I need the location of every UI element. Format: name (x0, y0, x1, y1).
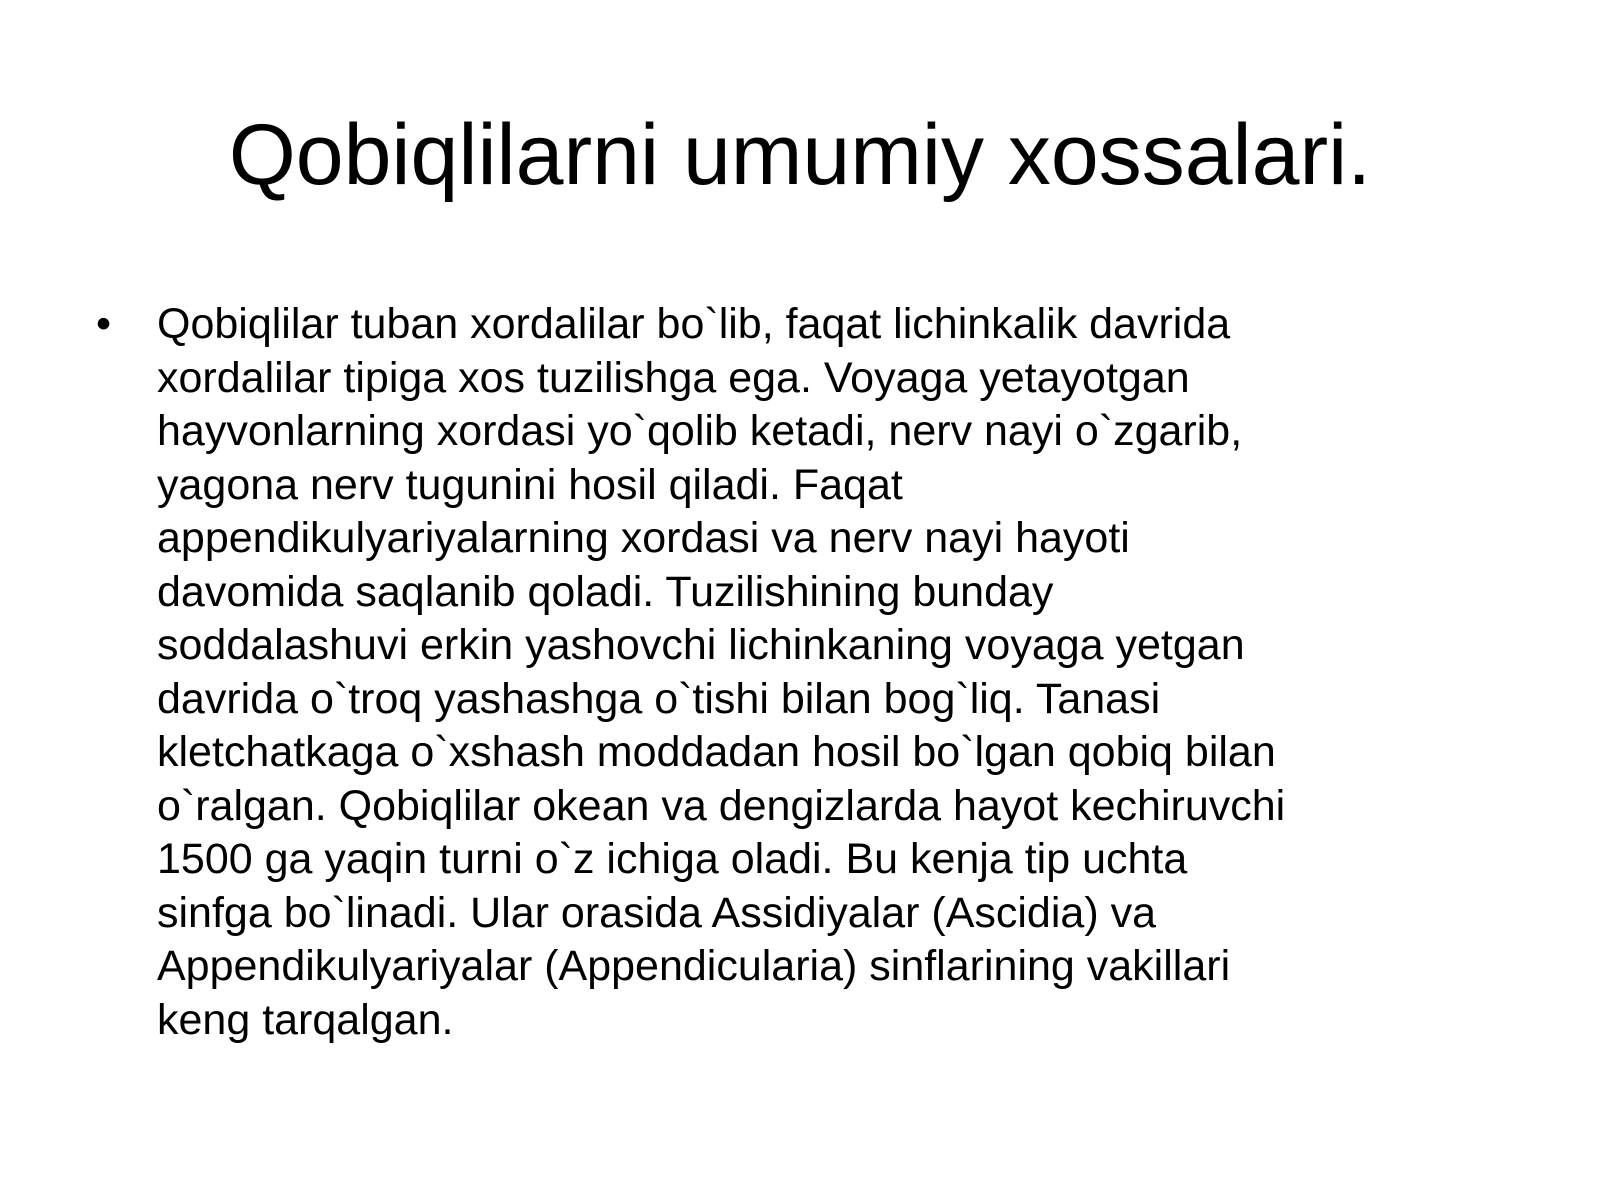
paragraph-line: soddalashuvi erkin yashovchi lichinkaning voyaga yetgan (157, 621, 1245, 669)
paragraph-line: o`ralgan. Qobiqlilar okean va dengizlarda hayot kechiruvchi (157, 781, 1286, 830)
paragraph-line: davomida saqlanib qoladi. Tuzilishining bunday (157, 567, 1054, 616)
paragraph-line: davrida o`troq yashashga o`tishi bilan bog`liq. Tanasi (157, 674, 1161, 723)
paragraph-line: keng tarqalgan. (157, 995, 454, 1044)
paragraph-line: 1500 ga yaqin turni o`z ichiga oladi. Bu kenja tip uchta (157, 835, 1188, 883)
bullet-item (96, 298, 1516, 1047)
paragraph-line: Appendikulyariyalar (Appendicularia) sinflarining vakillari (157, 942, 1231, 990)
bullet-icon: • (96, 300, 112, 348)
paragraph-line: xordalilar tipiga xos tuzilishga ega. Voyaga yetayotgan (157, 353, 1190, 402)
paragraph-line: sinfga bo`linadi. Ular orasida Assidiyalar (Ascidia) va (157, 888, 1156, 937)
paragraph-line: appendikulyariyalarning xordasi va nerv nayi hayoti (157, 514, 1130, 562)
paragraph-line: hayvonlarning xordasi yo`qolib ketadi, nerv nayi o`zgarib, (157, 407, 1243, 455)
slide-title: Qobiqlilarni umumiy xossalari. (228, 107, 1372, 203)
paragraph-line: kletchatkaga o`xshash moddadan hosil bo`lgan qobiq bilan (157, 728, 1276, 776)
bullet-list (96, 298, 1516, 1047)
paragraph-line: yagona nerv tugunini hosil qiladi. Faqat (157, 460, 903, 509)
paragraph-line: Qobiqlilar tuban xordalilar bo`lib, faqat lichinkalik davrida (157, 300, 1231, 348)
